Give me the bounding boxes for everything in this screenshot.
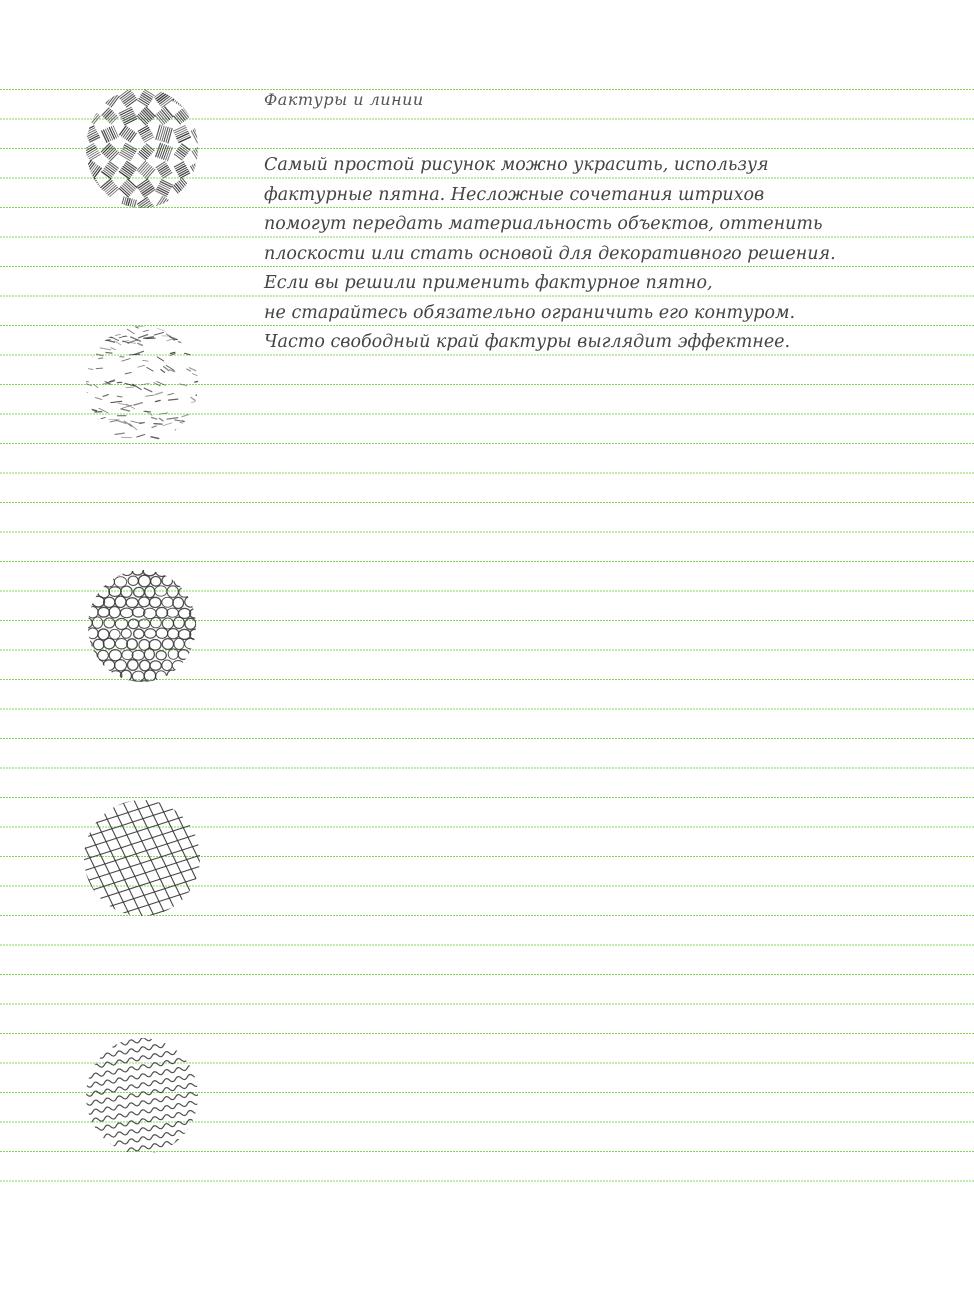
texture-grid <box>80 796 204 920</box>
texture-waves <box>80 1034 204 1158</box>
paragraph-line: Самый простой рисунок можно украсить, используя <box>264 155 769 175</box>
paragraph-line: помогут передать материальность объектов, оттенить <box>264 214 823 234</box>
body-paragraph <box>264 151 954 358</box>
texture-strokes <box>81 1034 204 1158</box>
page-title: Фактуры и линии <box>264 90 424 109</box>
texture-strokes <box>82 89 204 210</box>
paragraph-line: Часто свободный край фактуры выглядит эффектнее. <box>264 332 791 352</box>
paragraph-line: плоскости или стать основой для декоративного решения. <box>264 243 836 264</box>
paragraph-line: Если вы решили применить фактурное пятно, <box>264 273 713 293</box>
texture-strokes <box>80 796 204 920</box>
texture-strokes <box>80 322 204 446</box>
paragraph-line: не старайтесь обязательно ограничить его контуром. <box>264 302 796 323</box>
texture-circles <box>80 564 204 688</box>
texture-strokes <box>80 564 204 688</box>
paragraph-line: фактурные пятна. Несложные сочетания штрихов <box>264 184 765 205</box>
texture-hatch-clusters <box>80 86 204 210</box>
texture-scribble-strokes <box>80 322 204 446</box>
